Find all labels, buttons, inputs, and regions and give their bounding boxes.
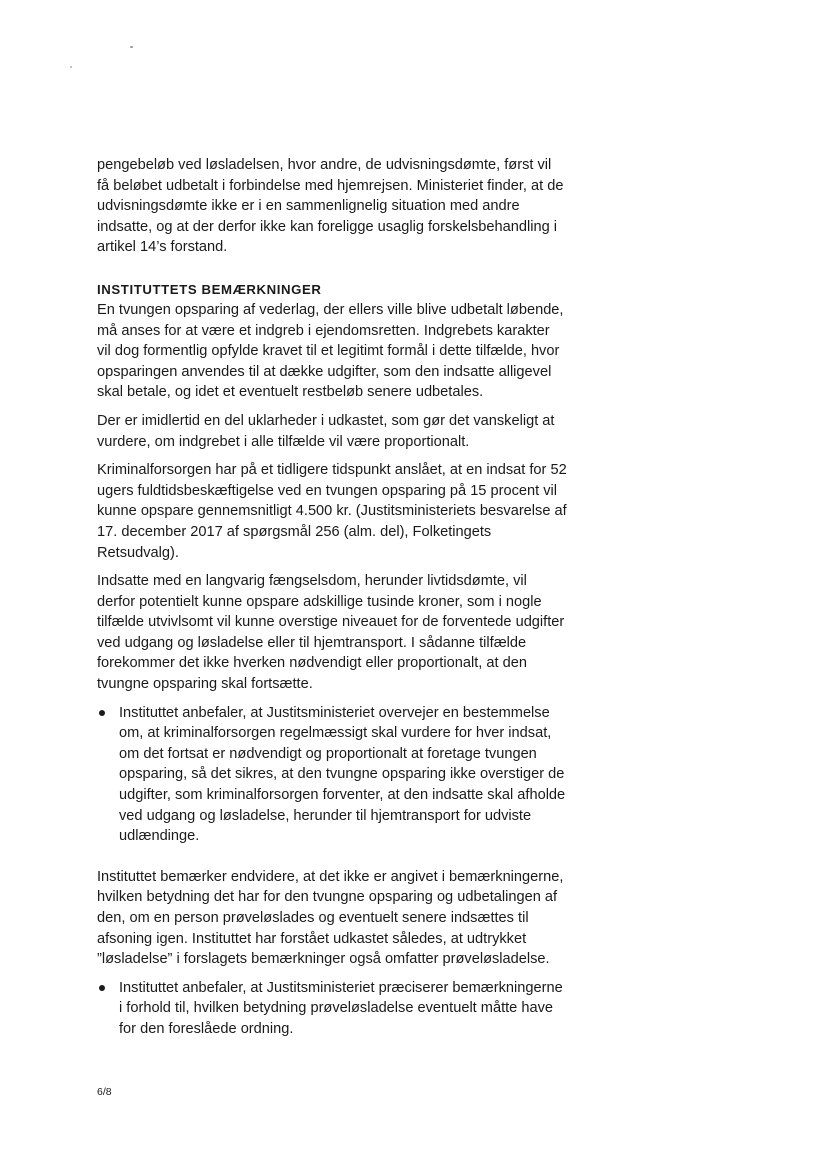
paragraph: Der er imidlertid en del uklarheder i udkastet, som gør det vanskeligt at vurdere, om indgrebet i alle tilfælde vil være proportionalt. — [97, 412, 555, 450]
recommendation-bullet — [97, 978, 567, 1040]
paragraph: Indsatte med en langvarig fængselsdom, herunder livtidsdømte, vil derfor potentielt kunne opspare adskillige tusinde kroner, som i nogle tilfælde utvivlsomt vil kunne overstige niveauet for de forventede udgifter ved udgang og løsladelse eller til hjemtransport. I sådanne tilfælde forekommer det ikke hverken nødvendigt eller proportionalt, at den tvungne opsparing skal fortsætte. — [97, 573, 565, 693]
page-number: 6/8 — [97, 1086, 112, 1098]
bullet-text: Instituttet anbefaler, at Justitsministeriet præciserer bemærkningerne i forhold til, hvilken betydning prøveløsladelse eventuelt måtte have for den foreslåede ordning. — [119, 979, 563, 1037]
paragraph-continued: pengebeløb ved løsladelsen, hvor andre, de udvisningsdømte, først vil få beløbet udbetalt i forbindelse med hjemrejsen. Ministeriet finder, at de udvisningsdømte ikke er i en sammenlignelig situation med andre indsatte, og at der derfor ikke kan foreligge usaglig forskelsbehandling i artikel 14’s forstand. — [97, 157, 564, 256]
section-heading: INSTITUTTETS BEMÆRKNINGER — [97, 281, 322, 297]
recommendation-bullet — [97, 703, 567, 847]
bullet-icon — [99, 710, 105, 716]
scan-speck — [70, 66, 72, 68]
bullet-text: Instituttet anbefaler, at Justitsministeriet overvejer en bestemmelse om, at kriminalforsorgen regelmæssigt skal vurdere for hver indsat, om det fortsat er nødvendigt og proportionalt at foretage tvungen opsparing, så det sikres, at den tvungne opsparing ikke overstiger de udgifter, som kriminalforsorgen forventer, at den indsatte skal afholde ved udgang og løsladelse, herunder til hjemtransport for udviste udlændinge. — [119, 704, 566, 845]
scan-speck — [130, 46, 133, 48]
paragraph: Instituttet bemærker endvidere, at det ikke er angivet i bemærkningerne, hvilken betydning det har for den tvungne opsparing og udbetalingen af den, om en person prøveløslades og eventuelt senere indsættes til afsoning igen. Instituttet har forstået udkastet således, at udtrykket ”løsladelse” i forslagets bemærkninger også omfatter prøveløsladelse. — [97, 868, 564, 968]
document-body — [97, 155, 567, 1040]
paragraph: En tvungen opsparing af vederlag, der ellers ville blive udbetalt løbende, må anses for at være et indgreb i ejendomsretten. Indgrebets karakter vil dog formentlig opfylde kravet til et legitimt formål i dette tilfælde, hvor opsparingen anvendes til at dække udgifter, som den indsatte alligevel skal betale, og idet et eventuelt restbeløb senere udbetales. — [97, 301, 564, 401]
bullet-icon — [99, 985, 105, 991]
paragraph: Kriminalforsorgen har på et tidligere tidspunkt anslået, at en indsat for 52 ugers fuldtidsbeskæftigelse ved en tvungen opsparing på 15 procent vil kunne opspare gennemsnitligt 4.500 kr. (Justitsministeriets besvarelse af 17. december 2017 af spørgsmål 256 (alm. del), Folketingets Retsudvalg). — [97, 462, 567, 561]
